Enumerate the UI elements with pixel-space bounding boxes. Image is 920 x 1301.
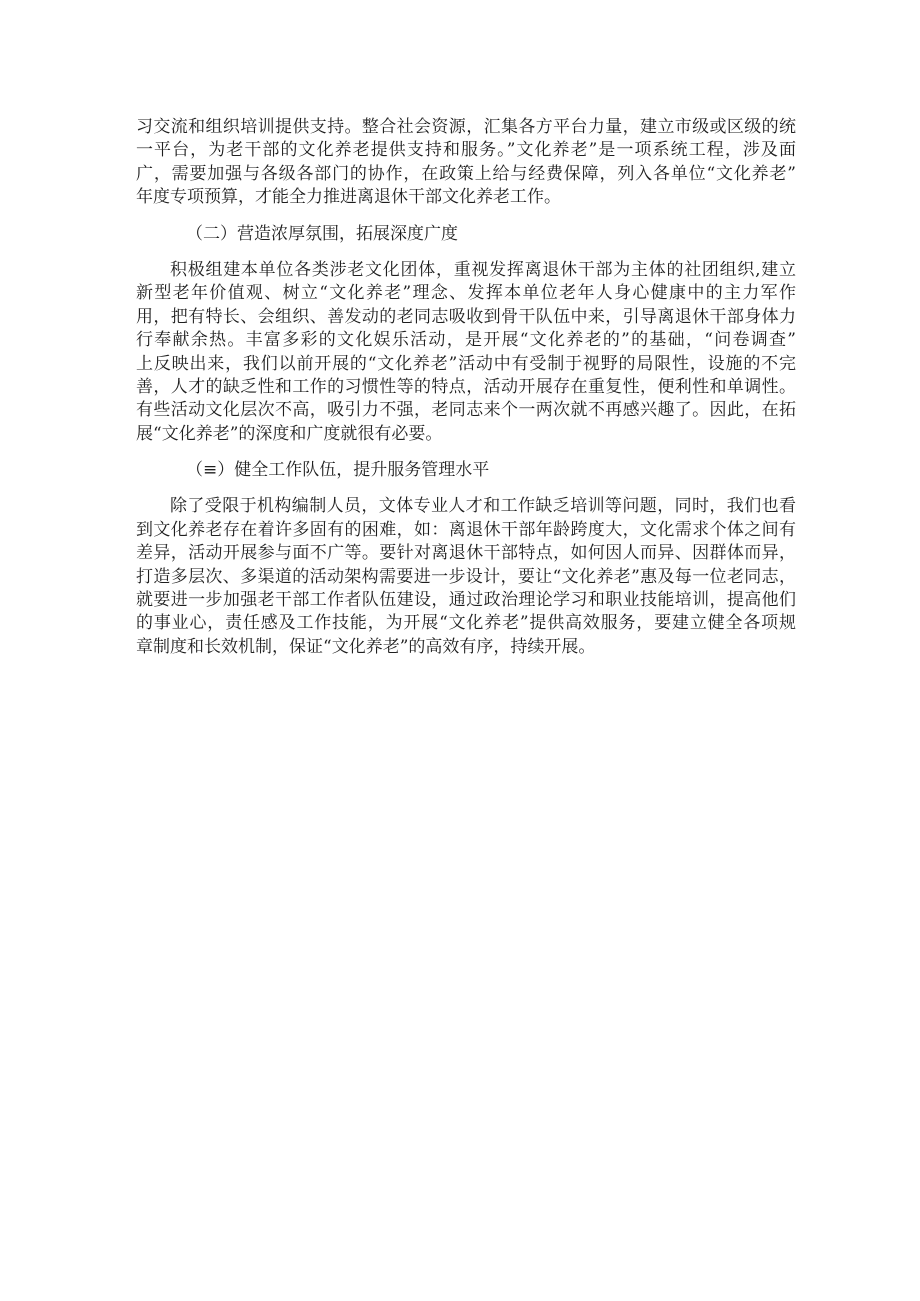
text-line: 打造多层次、多渠道的活动架构需要进一步设计，要让“文化养老”惠及每一位老同志，: [136, 566, 796, 587]
text-line: 用，把有特长、会组织、善发动的老同志吸收到骨干队伍中来，引导离退休干部身体力: [136, 306, 796, 327]
text-line: 上反映出来，我们以前开展的“文化养老”活动中有受制于视野的局限性，设施的不完: [136, 353, 796, 374]
text-line: 行奉献余热。丰富多彩的文化娱乐活动，是开展“文化养老的”的基础，“问卷调查”: [136, 330, 796, 351]
paragraph-1: [136, 116, 796, 210]
text-line: 新型老年价值观、树立“文化养老”理念、发挥本单位老年人身心健康中的主力军作: [136, 283, 796, 304]
text-line: 就要进一步加强老干部工作者队伍建设，通过政治理论学习和职业技能培训，提高他们: [136, 590, 796, 611]
paragraph-spacer: [136, 246, 796, 259]
text-line: 广，需要加强与各级各部门的协作，在政策上给与经费保障，列入各单位“文化养老”: [136, 163, 796, 184]
paragraph-spacer: [136, 482, 796, 495]
text-line: 习交流和组织培训提供支持。整合社会资源，汇集各方平台力量，建立市级或区级的统: [136, 117, 796, 137]
section-heading-2: （二）营造浓厚氛围，拓展深度广度: [186, 223, 458, 244]
text-line: 章制度和长效机制，保证“文化养老”的高效有序，持续开展。: [136, 636, 596, 657]
text-line: 积极组建本单位各类涉老文化团体，重视发挥离退休干部为主体的社团组织,建立: [170, 259, 796, 280]
text-line: 一平台，为老干部的文化养老提供支持和服务。”文化养老”是一项系统工程，涉及面: [136, 140, 796, 161]
paragraph-3: [136, 495, 796, 659]
text-line: 展“文化养老”的深度和广度就很有必要。: [136, 423, 443, 444]
text-line: 年度专项预算，才能全力推进离退休干部文化养老工作。: [136, 187, 561, 208]
paragraph-2: [136, 259, 796, 446]
text-line: 到文化养老存在着许多固有的困难，如：离退休干部年龄跨度大，文化需求个体之间有: [136, 519, 796, 540]
paragraph-spacer: [136, 446, 796, 459]
document-body: [136, 116, 796, 659]
text-line: 善，人才的缺乏性和工作的习惯性等的特点，活动开展存在重复性，便利性和单调性。: [136, 376, 796, 397]
text-line: 有些活动文化层次不高，吸引力不强，老同志来个一两次就不再感兴趣了。因此，在拓: [136, 400, 796, 421]
text-line: 除了受限于机构编制人员，文体专业人才和工作缺乏培训等问题，同时，我们也看: [170, 496, 796, 517]
text-line: 差异，活动开展参与面不广等。要针对离退休干部特点，如何因人而异、因群体而异，: [136, 543, 796, 564]
section-heading-3: （≡）健全工作队伍，提升服务管理水平: [186, 460, 490, 481]
text-line: 的事业心，责任感及工作技能，为开展“文化养老”提供高效服务，要建立健全各项规: [136, 613, 796, 634]
paragraph-spacer: [136, 210, 796, 223]
